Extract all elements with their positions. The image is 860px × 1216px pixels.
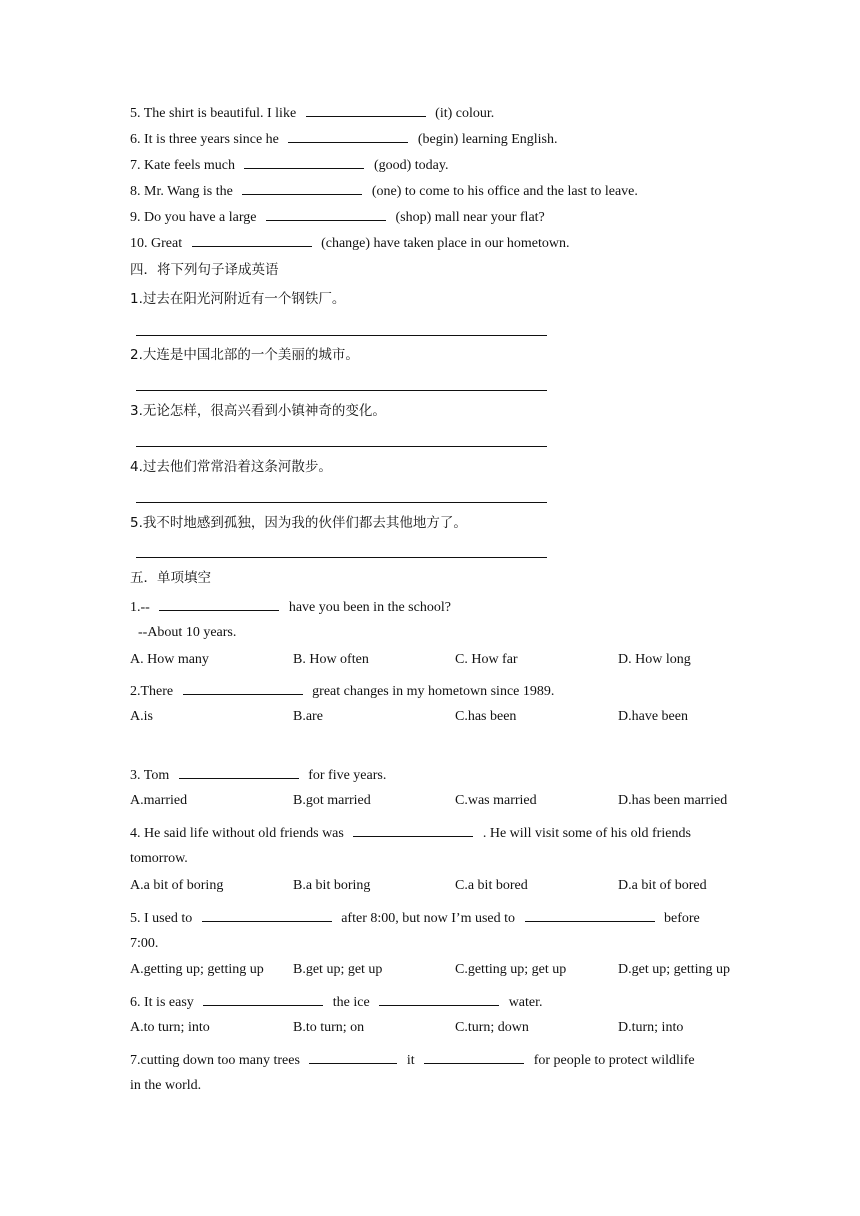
answer-line-4[interactable] — [136, 502, 547, 503]
question-text: the ice — [332, 995, 370, 1010]
answer-blank[interactable] — [379, 993, 499, 1006]
answer-line-2[interactable] — [136, 390, 547, 391]
question-text: after 8:00, but now I’m used to — [341, 911, 516, 926]
question-text: it — [406, 1053, 415, 1068]
option-d[interactable]: D.turn; into — [618, 1020, 684, 1035]
question-text: Kate feels much — [144, 158, 235, 173]
question-text: great changes in my hometown since 1989. — [312, 684, 555, 699]
question-hint: (one) to come to his office and the last to leave. — [371, 184, 638, 199]
section-heading-choice: 五．单项填空 — [130, 570, 211, 586]
option-b[interactable]: B.get up; get up — [293, 962, 383, 977]
option-c[interactable]: C.has been — [455, 709, 517, 724]
question-text: 5. I used to — [130, 911, 193, 926]
question-number: 10. — [130, 236, 148, 251]
question-text: 4. He said life without old friends was — [130, 826, 344, 841]
question-number: 8. — [130, 184, 141, 199]
option-a[interactable]: A.a bit of boring — [130, 878, 224, 893]
answer-blank[interactable] — [424, 1051, 524, 1064]
question-text: 1.-- — [130, 600, 150, 615]
answer-line-5[interactable] — [136, 557, 547, 558]
fill-question-6 — [130, 130, 557, 149]
question-text: before — [664, 911, 700, 926]
answer-blank[interactable] — [192, 234, 312, 247]
answer-blank[interactable] — [306, 104, 426, 117]
answer-blank[interactable] — [309, 1051, 397, 1064]
translate-item-3: 3.无论怎样，很高兴看到小镇神奇的变化。 — [130, 403, 386, 419]
question-text: for people to protect wildlife — [533, 1053, 695, 1068]
answer-blank[interactable] — [525, 909, 655, 922]
option-b[interactable]: B.to turn; on — [293, 1020, 365, 1035]
question-number: 6. — [130, 132, 141, 147]
answer-blank[interactable] — [244, 156, 364, 169]
fill-question-7 — [130, 156, 449, 175]
option-b[interactable]: B.a bit boring — [293, 878, 371, 893]
option-d[interactable]: D.get up; getting up — [618, 962, 730, 977]
choice-question-2 — [130, 682, 554, 701]
question-text: have you been in the school? — [288, 600, 451, 615]
option-d[interactable]: D. How long — [618, 652, 691, 667]
dialog-reply: --About 10 years. — [138, 625, 237, 640]
choice-question-7 — [130, 1051, 695, 1070]
answer-blank[interactable] — [288, 130, 408, 143]
option-c[interactable]: C.was married — [455, 793, 537, 808]
choice-question-3 — [130, 766, 386, 785]
option-b[interactable]: B.are — [293, 709, 323, 724]
question-text: water. — [508, 995, 543, 1010]
option-d[interactable]: D.have been — [618, 709, 688, 724]
answer-blank[interactable] — [159, 598, 279, 611]
question-text: Great — [151, 236, 183, 251]
translate-item-1: 1.过去在阳光河附近有一个钢铁厂。 — [130, 291, 346, 307]
answer-line-3[interactable] — [136, 446, 547, 447]
answer-line-1[interactable] — [136, 335, 547, 336]
answer-blank[interactable] — [203, 993, 323, 1006]
choice-question-4 — [130, 824, 691, 843]
question-number: 9. — [130, 210, 141, 225]
answer-blank[interactable] — [179, 766, 299, 779]
answer-blank[interactable] — [242, 182, 362, 195]
question-text: 6. It is easy — [130, 995, 194, 1010]
question-continuation: tomorrow. — [130, 851, 188, 866]
question-text: Mr. Wang is the — [144, 184, 233, 199]
translate-item-4: 4.过去他们常常沿着这条河散步。 — [130, 459, 332, 475]
fill-question-10 — [130, 234, 570, 253]
option-c[interactable]: C.getting up; get up — [455, 962, 567, 977]
option-a[interactable]: A.getting up; getting up — [130, 962, 264, 977]
option-a[interactable]: A. How many — [130, 652, 209, 667]
question-text: 7.cutting down too many trees — [130, 1053, 300, 1068]
translate-item-2: 2.大连是中国北部的一个美丽的城市。 — [130, 347, 359, 363]
fill-question-5 — [130, 104, 494, 123]
translate-item-5: 5.我不时地感到孤独，因为我的伙伴们都去其他地方了。 — [130, 515, 467, 531]
question-hint: (it) colour. — [435, 106, 495, 121]
option-a[interactable]: A.to turn; into — [130, 1020, 210, 1035]
option-b[interactable]: B.got married — [293, 793, 371, 808]
question-text: . He will visit some of his old friends — [482, 826, 691, 841]
option-c[interactable]: C. How far — [455, 652, 518, 667]
option-b[interactable]: B. How often — [293, 652, 369, 667]
question-hint: (change) have taken place in our hometown. — [321, 236, 570, 251]
choice-question-1 — [130, 598, 451, 617]
option-c[interactable]: C.turn; down — [455, 1020, 529, 1035]
question-text: Do you have a large — [144, 210, 257, 225]
question-number: 5. — [130, 106, 141, 121]
fill-question-8 — [130, 182, 638, 201]
option-d[interactable]: D.has been married — [618, 793, 728, 808]
option-a[interactable]: A.married — [130, 793, 188, 808]
question-number: 7. — [130, 158, 141, 173]
question-text: for five years. — [308, 768, 387, 783]
answer-blank[interactable] — [183, 682, 303, 695]
question-hint: (shop) mall near your flat? — [395, 210, 545, 225]
fill-question-9 — [130, 208, 545, 227]
choice-question-6 — [130, 993, 543, 1012]
option-d[interactable]: D.a bit of bored — [618, 878, 707, 893]
choice-question-5 — [130, 909, 700, 928]
answer-blank[interactable] — [202, 909, 332, 922]
question-continuation: 7:00. — [130, 936, 159, 951]
question-hint: (good) today. — [373, 158, 449, 173]
question-text: It is three years since he — [144, 132, 279, 147]
question-text: 3. Tom — [130, 768, 170, 783]
answer-blank[interactable] — [353, 824, 473, 837]
option-c[interactable]: C.a bit bored — [455, 878, 528, 893]
section-heading-translate: 四．将下列句子译成英语 — [130, 262, 279, 278]
answer-blank[interactable] — [266, 208, 386, 221]
question-text: The shirt is beautiful. I like — [143, 106, 297, 121]
question-continuation: in the world. — [130, 1078, 202, 1093]
option-a[interactable]: A.is — [130, 709, 153, 724]
question-hint: (begin) learning English. — [417, 132, 558, 147]
question-text: 2.There — [130, 684, 174, 699]
